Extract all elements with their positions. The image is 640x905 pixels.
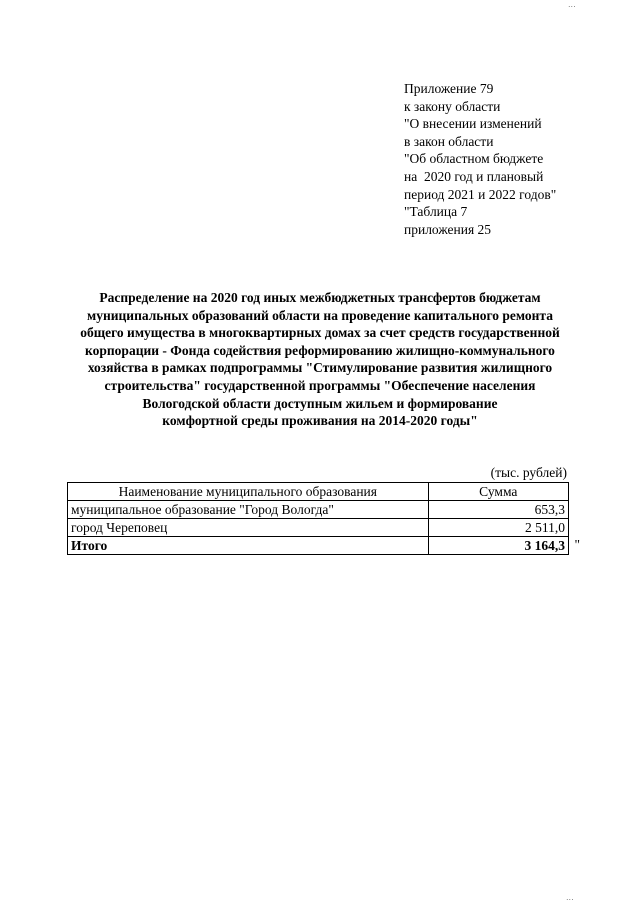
document-title xyxy=(60,289,580,430)
total-sum: 3 164,3 xyxy=(524,537,565,553)
total-name: Итого xyxy=(68,537,429,555)
appendix-line: к закону области xyxy=(404,98,501,114)
total-sum-cell xyxy=(428,537,580,555)
header-name: Наименование муниципального образования xyxy=(68,483,429,501)
title-line: Вологодской области доступным жильем и формирование xyxy=(142,395,498,411)
appendix-line: на 2020 год и плановый xyxy=(404,168,544,184)
title-line: Распределение на 2020 год иных межбюджетных трансфертов бюджетам xyxy=(99,290,541,305)
header-sum: Сумма xyxy=(428,483,568,501)
distribution-table xyxy=(67,482,580,555)
row-name: город Череповец xyxy=(68,519,429,537)
appendix-line: "О внесении изменений xyxy=(404,116,542,132)
closing-quote: " xyxy=(574,537,580,552)
table-row xyxy=(68,501,569,519)
appendix-line: период 2021 и 2022 годов" xyxy=(404,186,557,202)
title-line: общего имущества в многоквартирных домах за счет средств государственной xyxy=(80,325,560,341)
table-row xyxy=(68,519,569,537)
appendix-line: приложения 25 xyxy=(404,221,492,237)
title-line: строительства" государственной программы "Обеспечение населения xyxy=(104,377,536,393)
table-header-row xyxy=(68,483,569,501)
scan-mark-bottom: ... xyxy=(566,893,574,902)
appendix-header xyxy=(404,80,556,238)
title-line: хозяйства в рамках подпрограммы "Стимулирование развития жилищного xyxy=(87,360,553,376)
appendix-line: "Таблица 7 xyxy=(404,204,468,220)
title-line: корпорации - Фонда содействия реформированию жилищно-коммунального xyxy=(85,342,555,358)
row-name: муниципальное образование "Город Вологда" xyxy=(68,501,429,519)
title-line: комфортной среды проживания на 2014-2020 годы" xyxy=(162,413,478,429)
appendix-line: в закон области xyxy=(404,133,494,149)
title-line: муниципальных образований области на проведение капитального ремонта xyxy=(87,307,553,323)
row-sum: 653,3 xyxy=(428,501,568,519)
appendix-line: "Об областном бюджете xyxy=(404,151,544,167)
scan-mark-top: ... xyxy=(568,0,576,9)
total-row xyxy=(68,537,569,555)
units-label: (тыс. рублей) xyxy=(490,465,567,480)
row-sum: 2 511,0 xyxy=(428,519,568,537)
appendix-line: Приложение 79 xyxy=(404,81,494,96)
